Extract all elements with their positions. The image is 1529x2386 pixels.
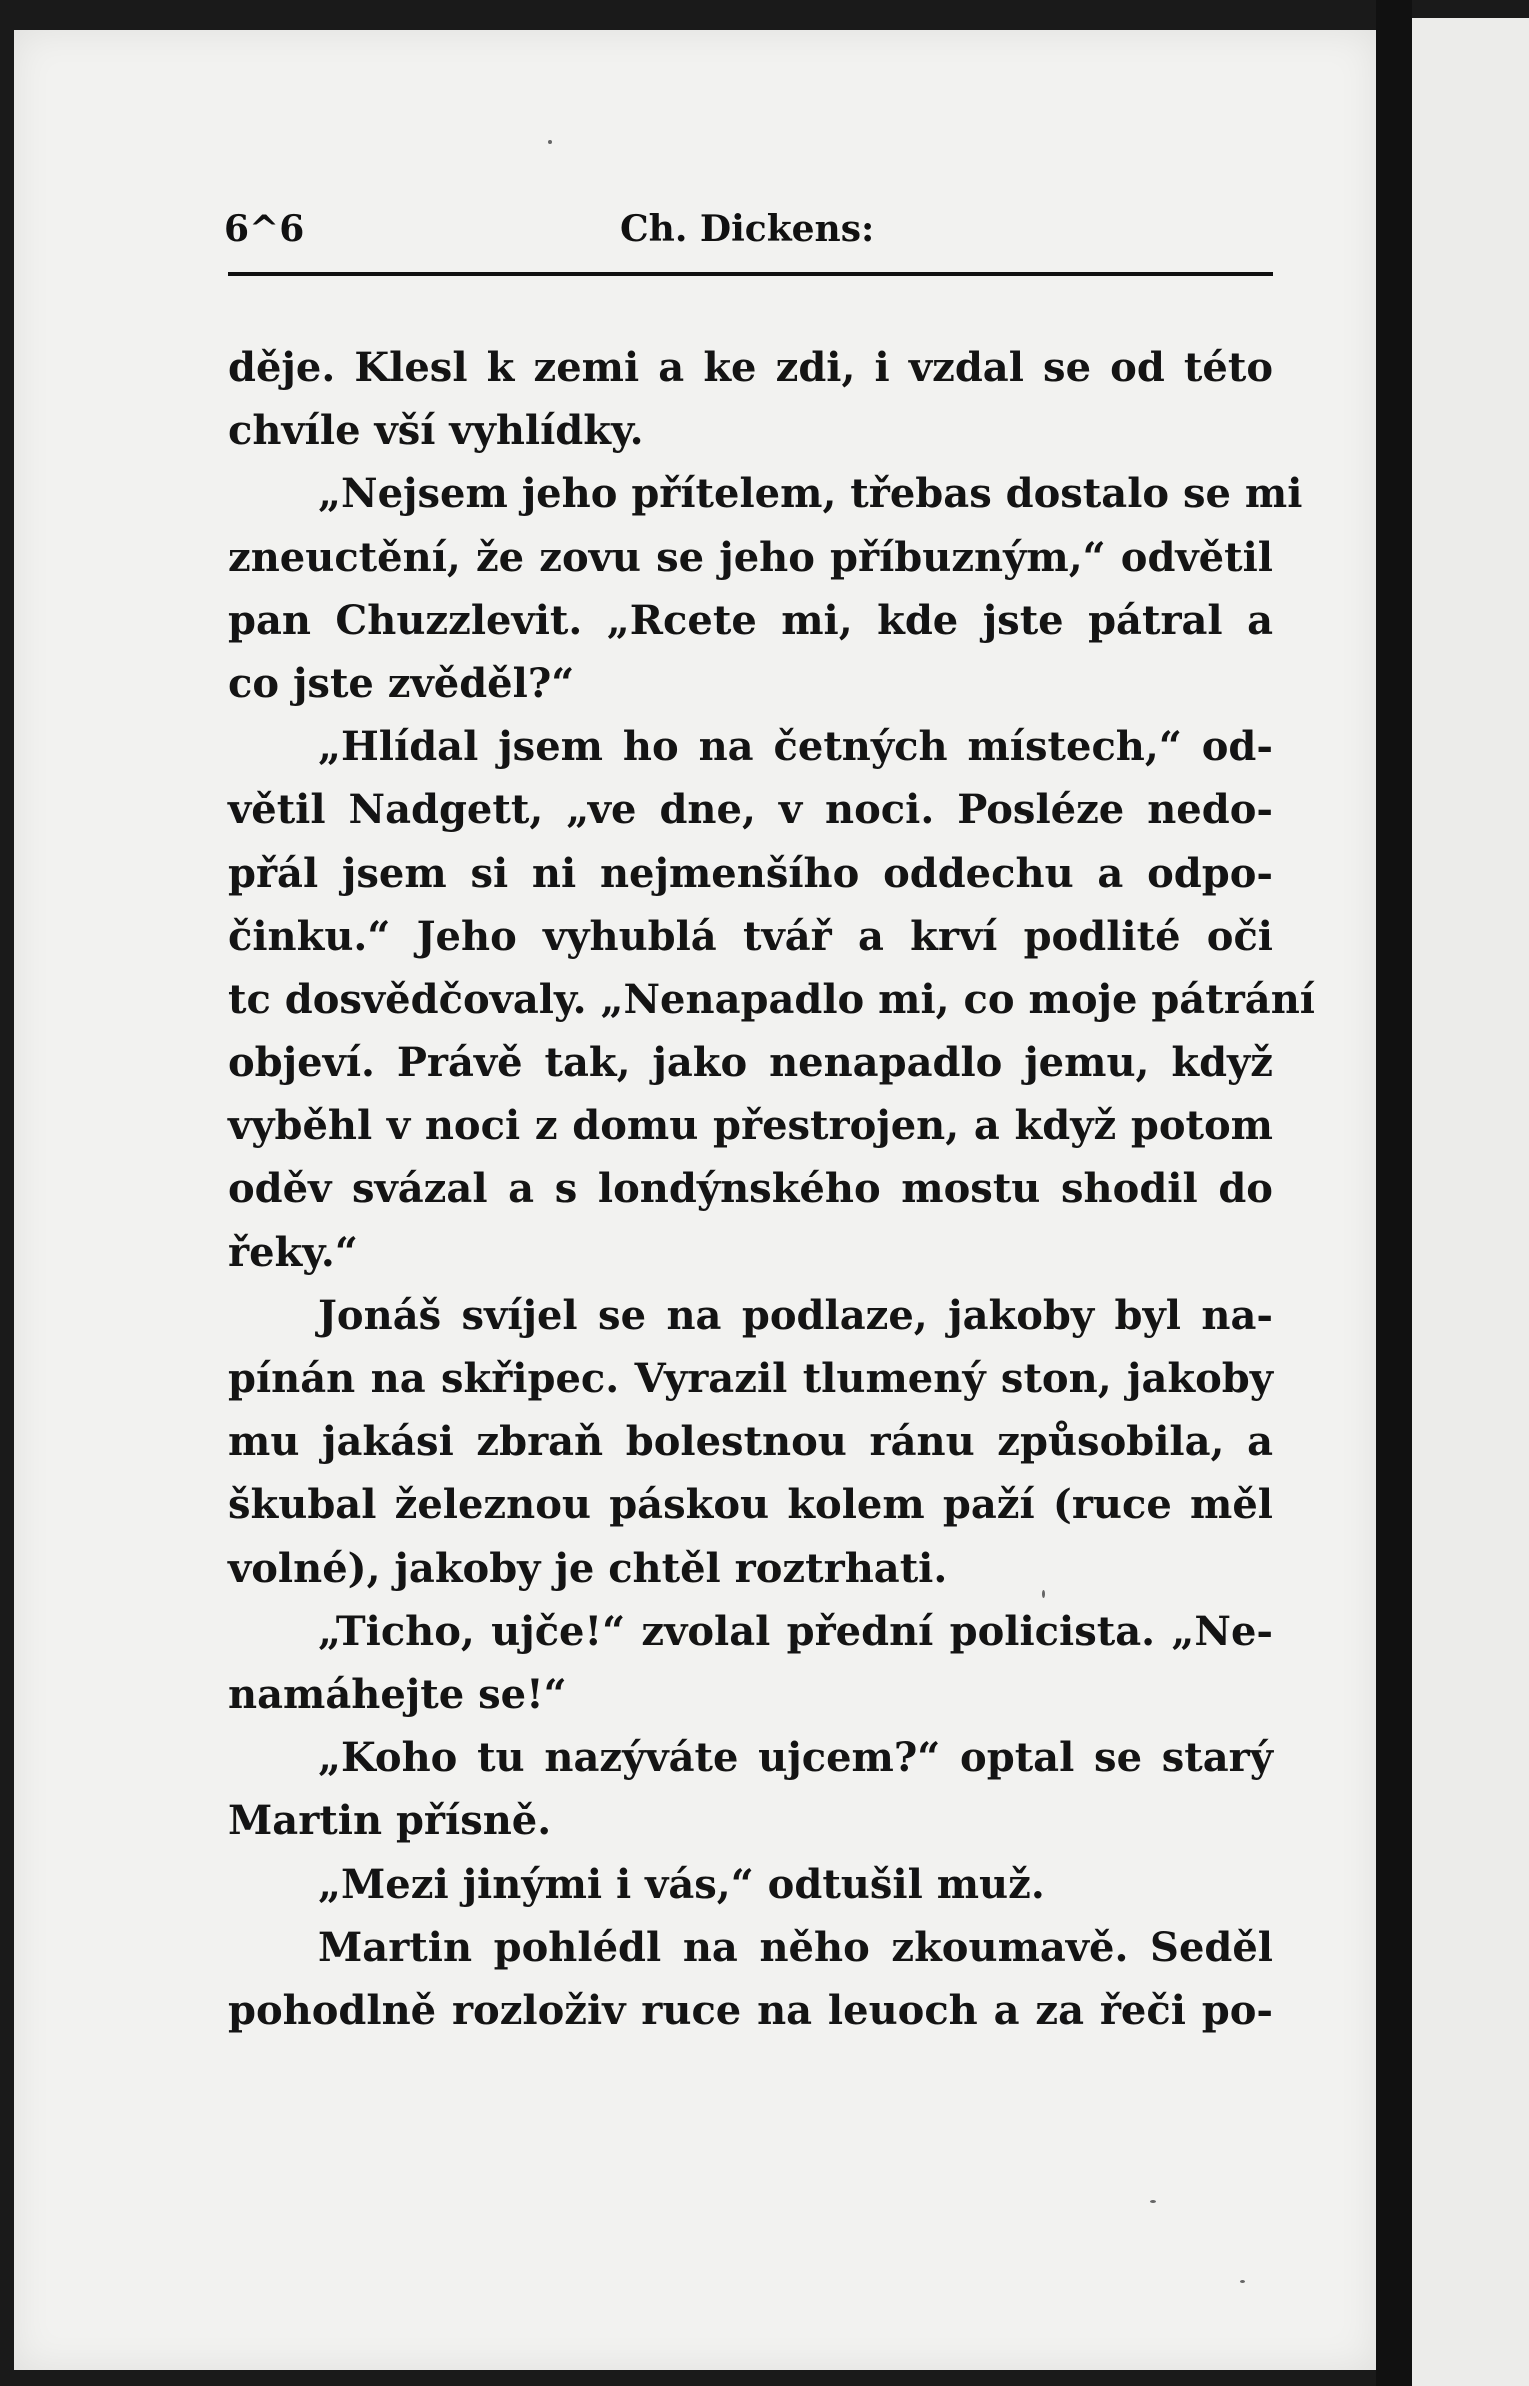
text-line: oděv svázal a s londýnského mostu shodil do [228, 1165, 1273, 1213]
text-line: „Nejsem jeho přítelem, třebas dostalo se mi [318, 470, 1303, 518]
text-line: Martin přísně. [228, 1797, 552, 1845]
text-line: „Koho tu nazýváte ujcem?“ optal se starý [318, 1734, 1273, 1782]
text-line: zneuctění, že zovu se jeho příbuzným,“ odvětil [228, 533, 1273, 581]
text-line: volné), jakoby je chtěl roztrhati. [228, 1544, 948, 1592]
scan-speck [1042, 1590, 1045, 1598]
text-line: řeky.“ [228, 1228, 358, 1276]
text-line: děje. Klesl k zemi a ke zdi, i vzdal se od této [228, 344, 1273, 391]
scan-speck [1150, 2200, 1156, 2203]
text-line: namáhejte se!“ [228, 1670, 567, 1718]
text-line: „Mezi jinými i vás,“ odtušil muž. [318, 1860, 1045, 1908]
scan-speck [1240, 2280, 1245, 2283]
header-rule [228, 272, 1273, 276]
text-line: pohodlně rozloživ ruce na leuoch a za řeči po- [228, 1986, 1273, 2034]
text-line: škubal železnou páskou kolem paží (ruce měl [228, 1481, 1273, 1529]
scan-speck [548, 140, 552, 144]
running-head [212, 208, 1272, 268]
text-line: co jste zvěděl?“ [228, 659, 575, 707]
text-line: „Hlídal jsem ho na četných místech,“ od- [318, 723, 1273, 771]
text-line: pínán na skřipec. Vyrazil tlumený ston, jakoby [228, 1355, 1273, 1402]
text-line: Jonáš svíjel se na podlaze, jakoby byl na- [318, 1291, 1273, 1339]
text-line: tc dosvědčovaly. „Nenapadlo mi, co moje pátrání [228, 975, 1315, 1023]
text-line: „Ticho, ujče!“ zvolal přední policista. „Ne- [318, 1607, 1273, 1655]
adjacent-page-edge [1412, 18, 1529, 2386]
running-title: Ch. Dickens: [620, 208, 875, 250]
text-line: objeví. Právě tak, jako nenapadlo jemu, když [228, 1039, 1273, 1087]
text-line: větil Nadgett, „ve dne, v noci. Posléze nedo- [228, 786, 1273, 834]
scan-gutter [1376, 0, 1412, 2386]
text-line: přál jsem si ni nejmenšího oddechu a odpo- [228, 849, 1273, 897]
text-line: Martin pohlédl na něho zkoumavě. Seděl [318, 1923, 1273, 1971]
text-line: mu jakási zbraň bolestnou ránu způsobila, a [228, 1418, 1273, 1466]
text-line: chvíle vší vyhlídky. [228, 407, 644, 455]
text-line: vyběhl v noci z domu přestrojen, a když potom [228, 1102, 1273, 1150]
text-line: pan Chuzzlevit. „Rcete mi, kde jste pátral a [228, 596, 1273, 644]
page-number: 6^6 [224, 208, 305, 250]
body-text [228, 336, 1315, 2042]
text-line: činku.“ Jeho vyhublá tvář a krví podlité oči [228, 912, 1273, 960]
